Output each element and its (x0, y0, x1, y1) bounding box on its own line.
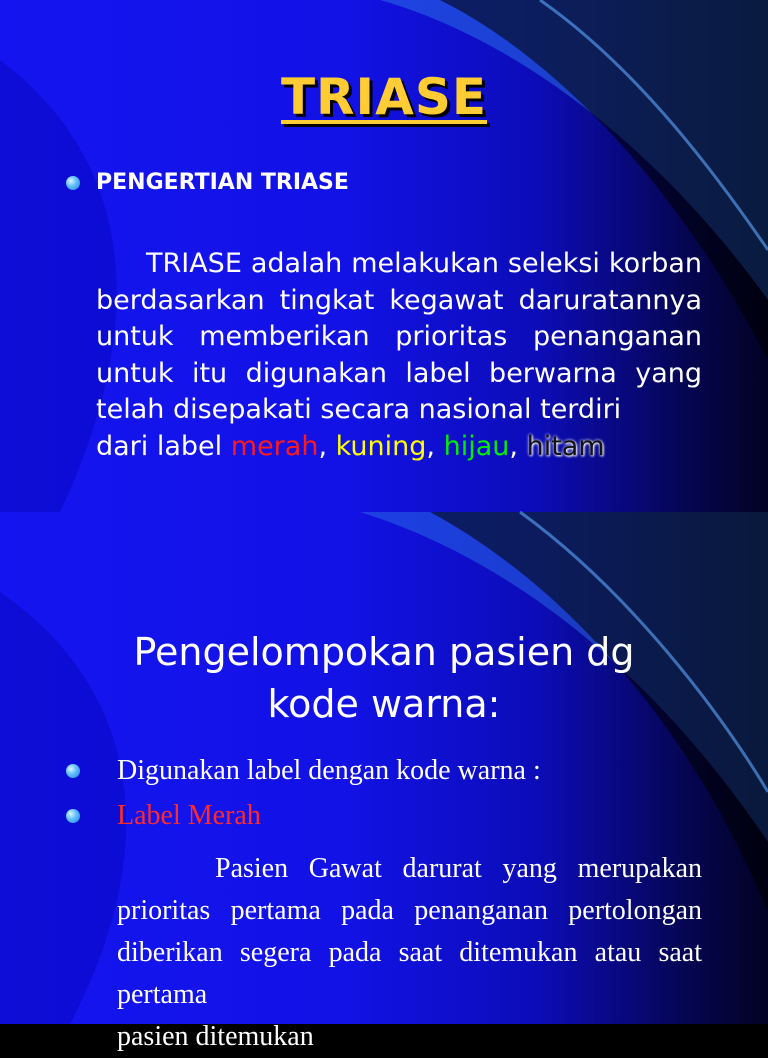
bullet-pengertian (66, 170, 349, 195)
bullet-kode-warna (66, 755, 541, 787)
label-red-word: merah (230, 430, 319, 462)
definition-paragraph (96, 246, 702, 466)
slide-2-title (0, 626, 768, 730)
slide-2-title-line-1: Pengelompokan pasien dg (133, 630, 635, 674)
definition-text: TRIASE adalah melakukan seleksi korban berdasarkan tingkat kegawat daruratannya untuk memberikan prioritas penanganan untuk itu digunakan label berwarna yang telah disepakati secara nasional terdiri (96, 248, 702, 426)
slide-title: TRIASE (280, 68, 488, 126)
label-merah-text: Pasien Gawat darurat yang merupakan prioritas pertama pada penanganan pertolongan diberikan segera pada saat ditemukan atau saat pertama (117, 853, 702, 1010)
bullet-label: Digunakan label dengan kode warna : (117, 755, 541, 786)
slide-1 (0, 0, 768, 512)
bullet-label: PENGERTIAN TRIASE (96, 170, 349, 195)
label-merah-cut-line: pasien ditemukan (117, 1021, 314, 1052)
slide-2-title-line-2: kode warna: (267, 682, 501, 726)
sep-1: , (318, 430, 328, 462)
bullet-label: Label Merah (117, 800, 261, 831)
label-yellow-word: kuning (335, 430, 427, 462)
label-black-word: hitam (526, 430, 605, 462)
bullet-dot-icon (66, 176, 80, 190)
bullet-dot-icon (66, 764, 80, 778)
bullet-dot-icon (66, 809, 80, 823)
bullet-label-merah (66, 800, 261, 832)
definition-last-line (96, 429, 702, 466)
label-green-word: hijau (443, 430, 510, 462)
label-merah-paragraph (117, 848, 702, 1058)
sep-3: , (509, 430, 518, 462)
sep-2: , (426, 430, 436, 462)
definition-tail: dari label (96, 430, 223, 462)
